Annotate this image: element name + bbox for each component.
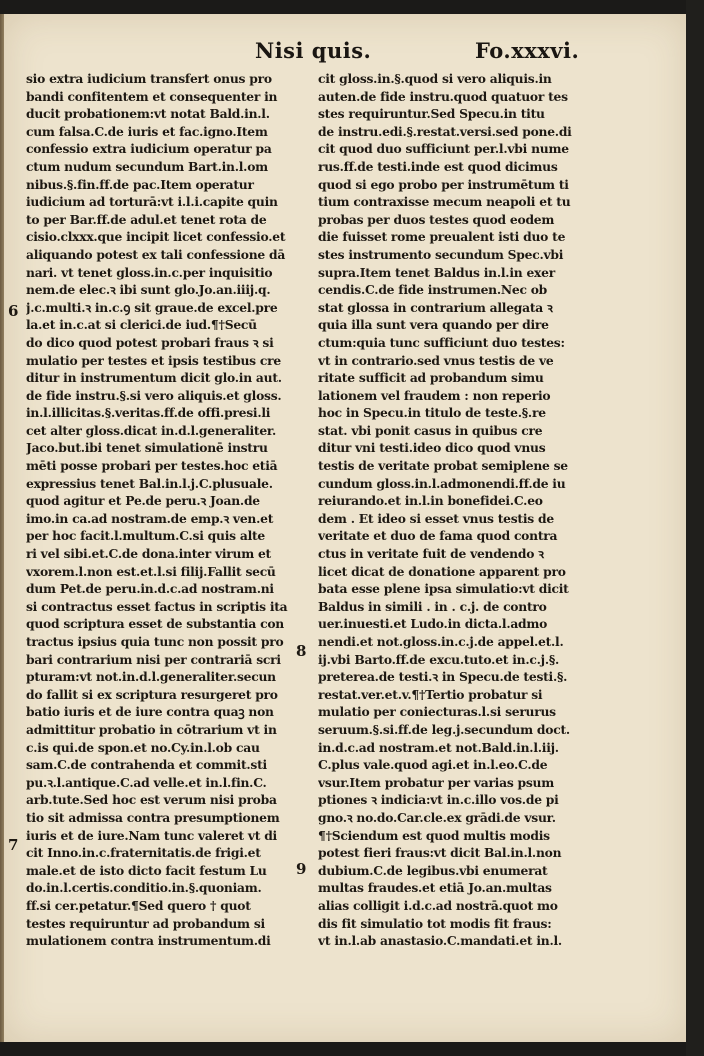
text-line: auten.de fide instru.quod quatuor tes	[318, 88, 568, 104]
text-line: veritate et duo de fama quod contra	[318, 528, 558, 544]
text-line: batio iuris et de iure contra quaꝫ non	[26, 704, 274, 720]
text-line: hoc in Specu.in titulo de teste.§.re	[318, 405, 546, 421]
text-line: cum falsa.C.de iuris et fac.igno.Item	[26, 123, 268, 139]
text-line: expressius tenet Bal.in.l.j.C.plusuale.	[26, 475, 273, 491]
text-line: sam.C.de contrahenda et commit.sti	[26, 757, 267, 773]
text-line: nibus.§.fin.ff.de pac.Item operatur	[26, 176, 254, 192]
text-line: mēti posse probari per testes.hoc etiā	[26, 458, 278, 474]
text-line: ducit probationem:vt notat Bald.in.l.	[26, 106, 270, 122]
text-line: licet dicat de donatione apparent pro	[318, 563, 566, 579]
text-line: vt in.l.ab anastasio.C.mandati.et in.l.	[318, 933, 562, 949]
text-line: nem.de elec.ꝛ ibi sunt glo.Jo.an.iiij.q.	[26, 282, 271, 298]
text-line: mulatio per coniecturas.l.si serurus	[318, 704, 556, 720]
text-line: nari. vt tenet gloss.in.c.per inquisitio	[26, 264, 273, 280]
page-edge-shadow	[686, 0, 704, 1056]
text-line: ri vel sibi.et.C.de dona.inter virum et	[26, 546, 271, 562]
text-line: confessio extra iudicium operatur pa	[26, 141, 272, 157]
text-line: cit Inno.in.c.fraternitatis.de frigi.et	[26, 845, 261, 861]
text-line: quod scriptura esset de substantia con	[26, 616, 284, 632]
text-line: la.et in.c.at si clerici.de iud.¶†Secū	[26, 317, 257, 333]
text-line: bata esse plene ipsa simulatio:vt dicit	[318, 581, 569, 597]
text-line: cundum gloss.in.l.admonendi.ff.de iu	[318, 475, 566, 491]
text-line: sio extra iudicium transfert onus pro	[26, 71, 272, 86]
text-line: reiurando.et in.l.in bonefidei.C.eo	[318, 493, 543, 509]
text-line: dubium.C.de legibus.vbi enumerat	[318, 862, 548, 878]
text-line: vsur.Item probatur per varias psum	[318, 774, 555, 790]
marginal-number-6: 6	[8, 302, 19, 320]
text-line: ¶†Sciendum est quod multis modis	[318, 827, 550, 843]
text-line: lationem vel fraudem : non reperio	[318, 387, 551, 403]
text-line: in.d.c.ad nostram.et not.Bald.in.l.iij.	[318, 739, 559, 755]
text-line: tio sit admissa contra presumptionem	[26, 809, 280, 825]
text-line: nendi.et not.gloss.in.c.j.de appel.et.l.	[318, 634, 564, 649]
text-line: admittitur probatio in cōtrarium vt in	[26, 721, 277, 737]
left-text-column	[26, 70, 294, 950]
text-line: C.plus vale.quod agi.et in.l.eo.C.de	[318, 757, 548, 773]
text-line: c.is qui.de spon.et no.Cy.in.l.ob cau	[26, 739, 260, 755]
text-line: testes requiruntur ad probandum si	[26, 915, 265, 931]
text-line: vxorem.l.non est.et.l.si filij.Fallit secū	[26, 563, 276, 579]
text-line: si contractus esset factus in scriptis ita	[26, 598, 288, 614]
text-line: dis fit simulatio tot modis fit fraus:	[318, 915, 552, 931]
text-line: male.et de isto dicto facit festum Lu	[26, 862, 267, 878]
text-line: stat glossa in contrarium allegata ꝛ	[318, 299, 553, 315]
marginal-number-7: 7	[8, 836, 19, 854]
text-line: arb.tute.Sed hoc est verum nisi proba	[26, 792, 277, 808]
text-line: to per Bar.ff.de adul.et tenet rota de	[26, 211, 267, 227]
text-line: alias colligit i.d.c.ad nostrā.quot mo	[318, 897, 558, 913]
marginal-number-8: 8	[296, 642, 307, 660]
text-line: j.c.multi.ꝛ in.c.ꝯ sit graue.de excel.pre	[26, 299, 278, 315]
text-line: stes instrumento secundum Spec.vbi	[318, 246, 564, 262]
text-line: ditur in instrumentum dicit glo.in aut.	[26, 370, 282, 386]
text-line: pturam:vt not.in.d.l.generaliter.secun	[26, 669, 276, 685]
text-line: ctus in veritate fuit de vendendo ꝛ	[318, 546, 544, 562]
text-line: quod agitur et Pe.de peru.ꝛ Joan.de	[26, 493, 260, 509]
text-line: potest fieri fraus:vt dicit Bal.in.l.non	[318, 845, 562, 861]
right-text-column	[318, 70, 590, 950]
text-line: dum Pet.de peru.in.d.c.ad nostram.ni	[26, 581, 274, 597]
text-line: quia illa sunt vera quando per dire	[318, 317, 549, 333]
text-line: multas fraudes.et etiā Jo.an.multas	[318, 880, 552, 896]
text-line: pu.ꝛ.l.antique.C.ad velle.et in.l.fin.C.	[26, 774, 267, 790]
text-line: tium contraxisse mecum neapoli et tu	[318, 194, 571, 210]
text-line: quod si ego probo per instrumētum ti	[318, 176, 569, 192]
text-line: cit gloss.in.§.quod si vero aliquis.in	[318, 71, 552, 86]
text-line: supra.Item tenet Baldus in.l.in exer	[318, 264, 555, 280]
text-line: seruum.§.si.ff.de leg.j.secundum doct.	[318, 721, 570, 737]
text-line: ptiones ꝛ indicia:vt in.c.illo vos.de pi	[318, 792, 559, 808]
text-line: vt in contrario.sed vnus testis de ve	[318, 352, 554, 368]
text-line: cisio.clxxx.que incipit licet confessio.et	[26, 229, 286, 245]
text-line: mulatio per testes et ipsis testibus cre	[26, 352, 281, 368]
running-head: Nisi quis.	[255, 38, 372, 63]
text-line: per hoc facit.l.multum.C.si quis alte	[26, 528, 265, 544]
text-line: de instru.edi.§.restat.versi.sed pone.di	[318, 123, 572, 139]
text-line: bandi confitentem et consequenter in	[26, 88, 278, 104]
text-line: ritate sufficit ad probandum simu	[318, 370, 544, 386]
text-line: ctum:quia tunc sufficiunt duo testes:	[318, 334, 565, 350]
text-line: Baldus in simili . in . c.j. de contro	[318, 598, 547, 614]
text-line: cit quod duo sufficiunt per.l.vbi nume	[318, 141, 569, 157]
text-line: die fuisset rome preualent isti duo te	[318, 229, 566, 245]
text-line: in.l.illicitas.§.veritas.ff.de offi.presi.li	[26, 405, 271, 421]
text-line: bari contrarium nisi per contrariā scri	[26, 651, 281, 667]
marginal-number-9: 9	[296, 860, 307, 878]
text-line: iudicium ad torturā:vt i.l.i.capite quin	[26, 194, 278, 210]
text-line: do dico quod potest probari fraus ꝛ si	[26, 334, 274, 350]
text-line: dem . Et ideo si esset vnus testis de	[318, 510, 554, 526]
text-line: cendis.C.de fide instrumen.Nec ob	[318, 282, 548, 298]
text-line: tractus ipsius quia tunc non possit pro	[26, 634, 284, 649]
text-line: stat. vbi ponit casus in quibus cre	[318, 422, 543, 438]
text-line: aliquando potest ex tali confessione dā	[26, 246, 286, 262]
text-line: preterea.de testi.ꝛ in Specu.de testi.§.	[318, 669, 568, 685]
text-line: ij.vbi Barto.ff.de excu.tuto.et in.c.j.§.	[318, 651, 560, 667]
text-line: testis de veritate probat semiplene se	[318, 458, 568, 474]
text-line: gno.ꝛ no.do.Car.cle.ex grādi.de vsur.	[318, 809, 556, 825]
text-line: probas per duos testes quod eodem	[318, 211, 555, 227]
text-line: Jaco.but.ibi tenet simulationē instru	[26, 440, 268, 456]
text-line: uer.inuesti.et Ludo.in dicta.l.admo	[318, 616, 548, 632]
text-line: ff.si cer.petatur.¶Sed quero † quot	[26, 897, 251, 913]
text-line: restat.ver.et.v.¶†Tertio probatur si	[318, 686, 543, 702]
text-line: mulationem contra instrumentum.di	[26, 933, 271, 949]
folio-number: Fo.xxxvi.	[475, 38, 580, 63]
text-line: de fide instru.§.si vero aliquis.et gloss.	[26, 387, 282, 403]
text-line: do fallit si ex scriptura resurgeret pro	[26, 686, 278, 702]
text-line: do.in.l.certis.conditio.in.§.quoniam.	[26, 880, 262, 896]
text-line: ctum nudum secundum Bart.in.l.om	[26, 158, 268, 174]
text-line: imo.in ca.ad nostram.de emp.ꝛ ven.et	[26, 510, 274, 526]
text-line: cet alter gloss.dicat in.d.l.generaliter.	[26, 422, 277, 438]
text-line: ditur vni testi.ideo dico quod vnus	[318, 440, 546, 456]
text-line: rus.ff.de testi.inde est quod dicimus	[318, 158, 558, 174]
text-line: iuris et de iure.Nam tunc valeret vt di	[26, 827, 277, 843]
text-line: stes requiruntur.Sed Specu.in titu	[318, 106, 545, 122]
